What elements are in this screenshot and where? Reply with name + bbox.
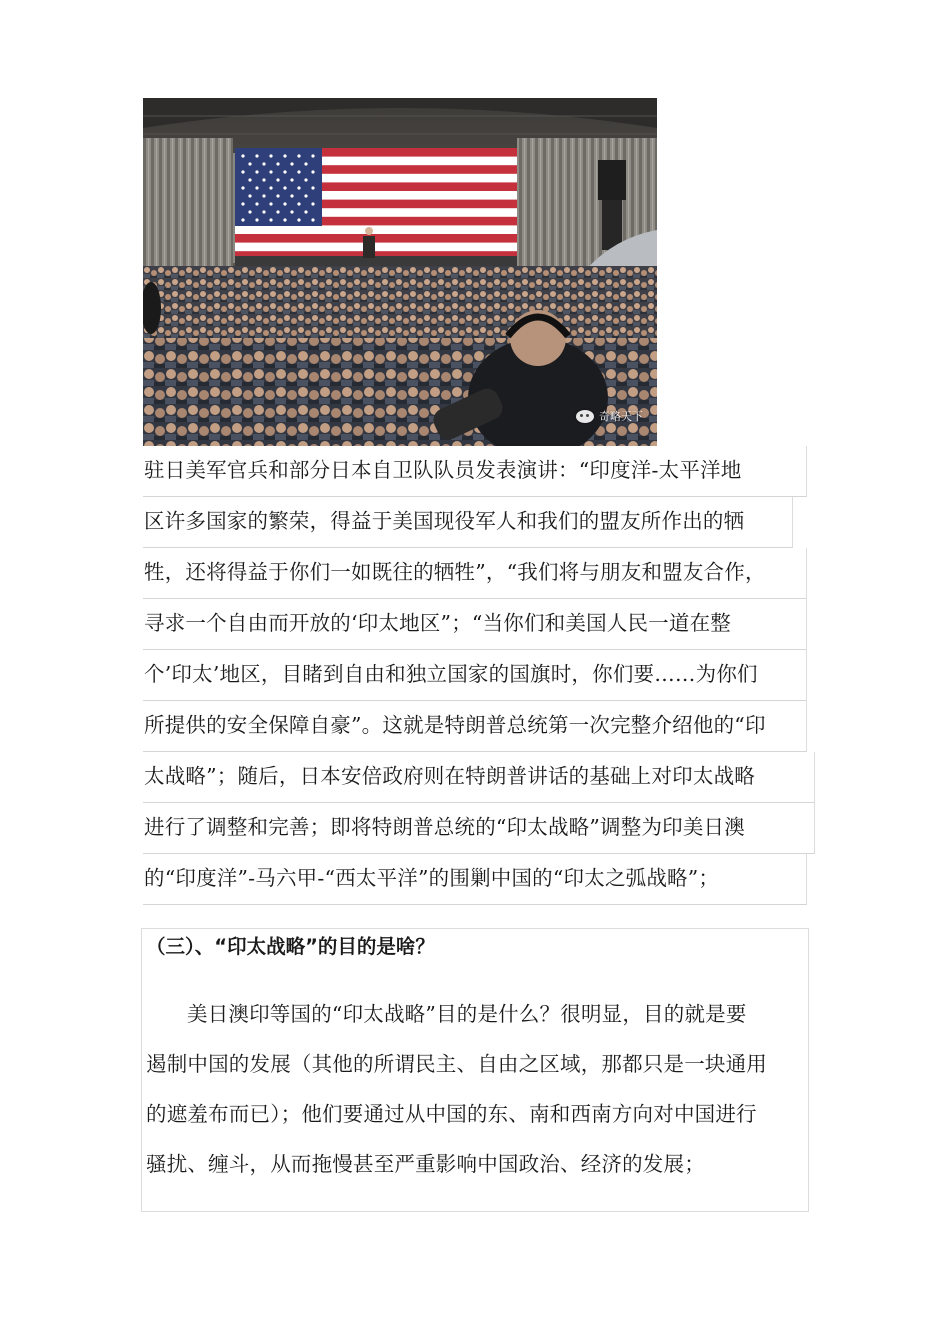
paragraph-line: 个’印太’地区，目睹到自由和独立国家的国旗时，你们要……为你们 [143,650,807,701]
watermark-text: 奇略天下 [599,410,643,423]
paragraph-line: 区许多国家的繁荣，得益于美国现役军人和我们的盟友所作出的牺 [143,497,793,548]
article-paragraph [143,446,815,905]
paragraph-line: 牲，还将得益于你们一如既往的牺牲”，“我们将与朋友和盟友合作， [143,548,807,599]
paragraph-line: 进行了调整和完善；即将特朗普总统的“印太战略”调整为印美日澳 [143,803,815,854]
section-line: 骚扰、缠斗，从而拖慢甚至严重影响中国政治、经济的发展； [146,1152,705,1176]
paragraph-line: 驻日美军官兵和部分日本自卫队队员发表演讲：“印度洋-太平洋地 [143,446,807,497]
section-body [146,989,821,1189]
section-line: 遏制中国的发展（其他的所谓民主、自由之区域，那都只是一块通用 [146,1052,767,1076]
watermark [576,408,643,424]
paragraph-line: 的“印度洋”-马六甲-“西太平洋”的围剿中国的“印太之弧战略”； [143,854,807,905]
paragraph-line: 寻求一个自由而开放的‘印太地区”；“当你们和美国人民一道在整 [143,599,807,650]
paragraph-line: 太战略”；随后，日本安倍政府则在特朗普讲话的基础上对印太战略 [143,752,815,803]
section-line: 的遮羞布而已）；他们要通过从中国的东、南和西南方向对中国进行 [146,1102,757,1126]
paragraph-line: 所提供的安全保障自豪”。这就是特朗普总统第一次完整介绍他的“印 [143,701,807,752]
speech-photo [143,98,657,446]
section-line: 美日澳印等国的“印太战略”目的是什么？很明显，目的就是要 [187,1002,747,1026]
us-flag [235,148,517,260]
podium [363,236,375,258]
section-three [141,928,809,1212]
wechat-icon [576,410,594,423]
section-heading: （三）、“印太战略”的目的是啥？ [146,935,435,958]
